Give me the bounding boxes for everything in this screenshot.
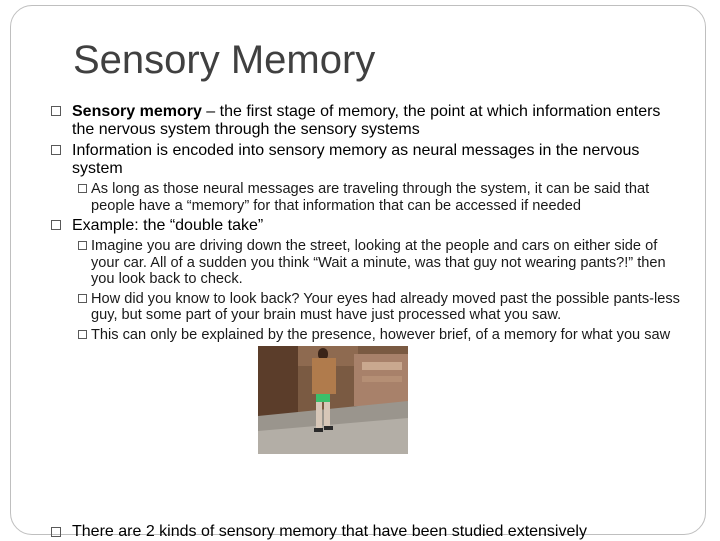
sub-bullet-item bbox=[50, 327, 680, 344]
bullet-box-icon bbox=[78, 294, 87, 303]
bullet-item bbox=[50, 217, 680, 235]
sub-bullet-text: This can only be explained by the presence, however brief, of a memory for what you saw bbox=[91, 326, 671, 343]
sub-bullet-item bbox=[50, 181, 680, 214]
bullet-box-icon bbox=[78, 330, 87, 339]
bullet-text: – the first stage of memory, the point at which information enters the nervous system through the sensory systems bbox=[72, 103, 661, 138]
bullet-box-icon bbox=[78, 184, 87, 193]
bullet-lead: Sensory memory bbox=[72, 103, 202, 120]
bullet-item bbox=[50, 142, 680, 178]
bullet-item bbox=[50, 103, 680, 139]
sub-bullet-text: As long as those neural messages are traveling through the system, it can be said that people have a “memory” for that information that can be accessed if needed bbox=[91, 181, 650, 214]
sub-bullet-text: How did you know to look back? Your eyes had already moved past the possible pants-less guy, but some part of your brain must have just processed what you saw. bbox=[91, 290, 680, 323]
bullet-box-icon bbox=[78, 241, 87, 250]
bullet-box-icon bbox=[51, 106, 61, 116]
bottom-bullet-text: There are 2 kinds of sensory memory that have been studied extensively bbox=[72, 523, 587, 540]
bullet-box-icon bbox=[51, 220, 61, 230]
slide-body bbox=[50, 103, 680, 346]
bottom-bullet bbox=[50, 523, 712, 541]
bullet-text: Example: the “double take” bbox=[72, 217, 264, 234]
slide-title: Sensory Memory bbox=[73, 38, 376, 82]
street-photo bbox=[258, 346, 408, 454]
bullet-text: Information is encoded into sensory memory as neural messages in the nervous system bbox=[72, 142, 640, 177]
street-photo-image bbox=[258, 346, 408, 454]
sub-bullet-text: Imagine you are driving down the street, looking at the people and cars on either side of your car. All of a sudden you think “Wait a minute, was that guy not wearing pants?!” then you look back to check. bbox=[91, 238, 666, 287]
bullet-box-icon bbox=[51, 527, 61, 537]
sub-bullet-item bbox=[50, 291, 680, 324]
bullet-box-icon bbox=[51, 145, 61, 155]
sub-bullet-item bbox=[50, 238, 680, 288]
